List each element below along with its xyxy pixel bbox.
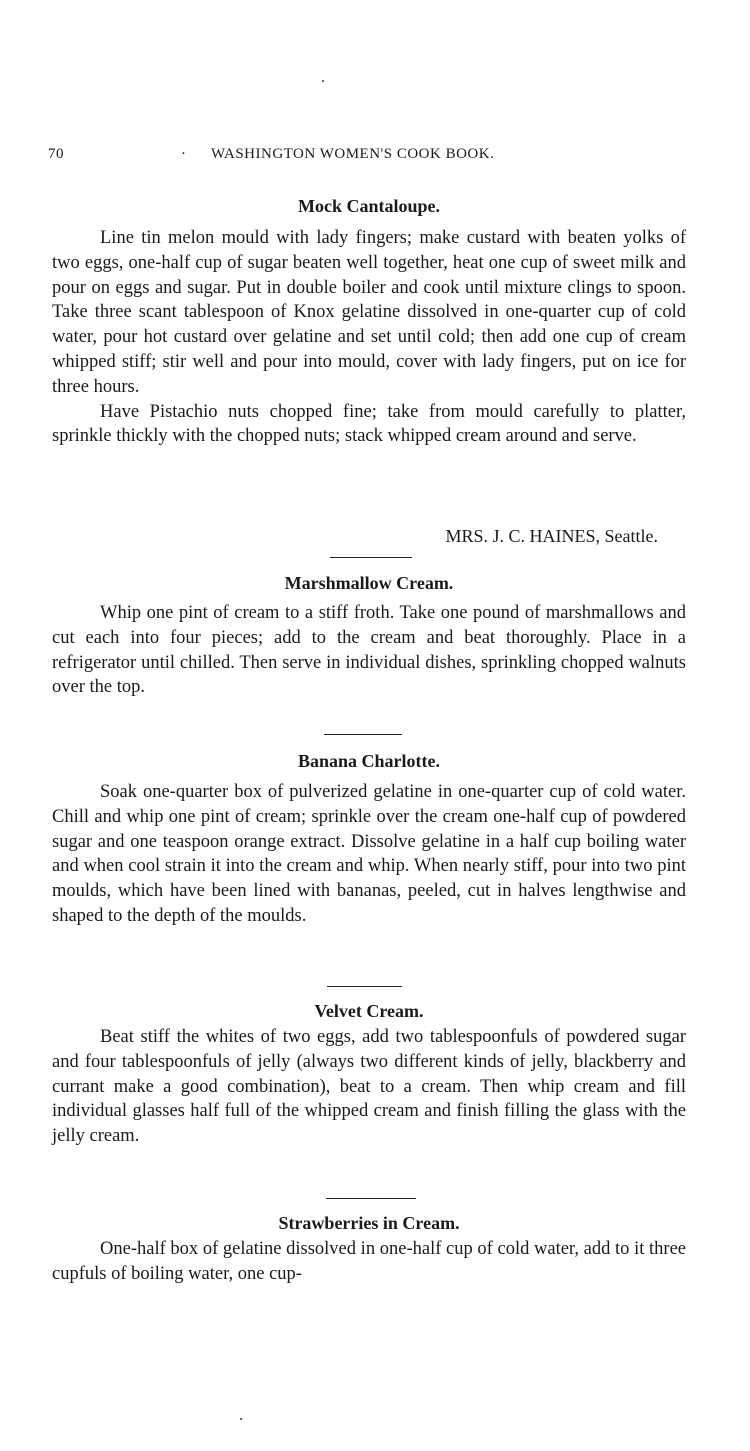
- page-number: 70: [48, 146, 64, 162]
- running-head: [48, 146, 688, 168]
- recipe-title-marshmallow-cream: Marshmallow Cream.: [284, 573, 454, 593]
- recipe-title-mock-cantaloupe: Mock Cantaloupe.: [297, 196, 440, 216]
- recipe-signature: MRS. J. C. HAINES, Seattle.: [445, 526, 658, 546]
- section-divider: [330, 557, 412, 558]
- recipe-title-velvet-cream: Velvet Cream.: [314, 1001, 424, 1021]
- recipe-body-banana-charlotte: [52, 780, 686, 929]
- recipe-body-mock-cantaloupe: [52, 226, 686, 449]
- print-speck-bottom: [240, 1418, 242, 1420]
- running-head-bullet: ·: [181, 146, 187, 162]
- recipe-paragraph: Line tin melon mould with lady fingers; make custard with beaten yolks of two eggs, one-half cup of sugar beaten well together, heat one cup of sweet milk and pour on eggs and sugar. Put in double boiler and cook until mixture clings to spoon. Take three scant tablespoon of Knox gelatine dissolved in one-quarter cup of cold water, pour hot custard over gelatine and set until cold; then add one cup of cream whipped stiff; stir well and pour into mould, cover with lady fingers, put on ice for three hours.: [52, 228, 686, 397]
- recipe-paragraph: One-half box of gelatine dissolved in one-half cup of cold water, add to it three cupfuls of boiling water, one cup-: [52, 1239, 686, 1284]
- recipe-paragraph: Soak one-quarter box of pulverized gelatine in one-quarter cup of cold water. Chill and whip one pint of cream; sprinkle over the cream one-half cup of powdered sugar and one teaspoon orange extract. Dissolve gelatine in a half cup boiling water and when cool strain it into the cream and whip. When nearly stiff, pour into two pint moulds, which have been lined with bananas, peeled, cut in halves lengthwise and shaped to the depth of the moulds.: [52, 782, 686, 926]
- recipe-body-marshmallow-cream: [52, 601, 686, 700]
- recipe-body-strawberries-in-cream: [52, 1237, 686, 1287]
- section-divider: [327, 986, 402, 987]
- recipe-paragraph: Whip one pint of cream to a stiff froth. Take one pound of marshmallows and cut each into four pieces; add to the cream and beat thoroughly. Place in a refrigerator until chilled. Then serve in individual dishes, sprinkling chopped walnuts over the top.: [52, 603, 686, 698]
- recipe-body-velvet-cream: [52, 1025, 686, 1149]
- recipe-paragraph: Have Pistachio nuts chopped fine; take from mould carefully to platter, sprinkle thickly with the chopped nuts; stack whipped cream around and serve.: [52, 401, 686, 447]
- recipe-paragraph: Beat stiff the whites of two eggs, add two tablespoonfuls of powdered sugar and four tablespoonfuls of jelly (always two different kinds of jelly, blackberry and currant make a good combination), beat to a cream. Then whip cream and fill individual glasses half full of the whipped cream and finish filling the glass with the jelly cream.: [52, 1027, 686, 1147]
- section-divider: [326, 1198, 416, 1199]
- recipe-title-strawberries-in-cream: Strawberries in Cream.: [278, 1213, 460, 1233]
- print-speck-top: [322, 80, 324, 82]
- recipe-title-banana-charlotte: Banana Charlotte.: [297, 751, 440, 771]
- running-title: WASHINGTON WOMEN'S COOK BOOK.: [211, 146, 495, 162]
- section-divider: [324, 734, 402, 735]
